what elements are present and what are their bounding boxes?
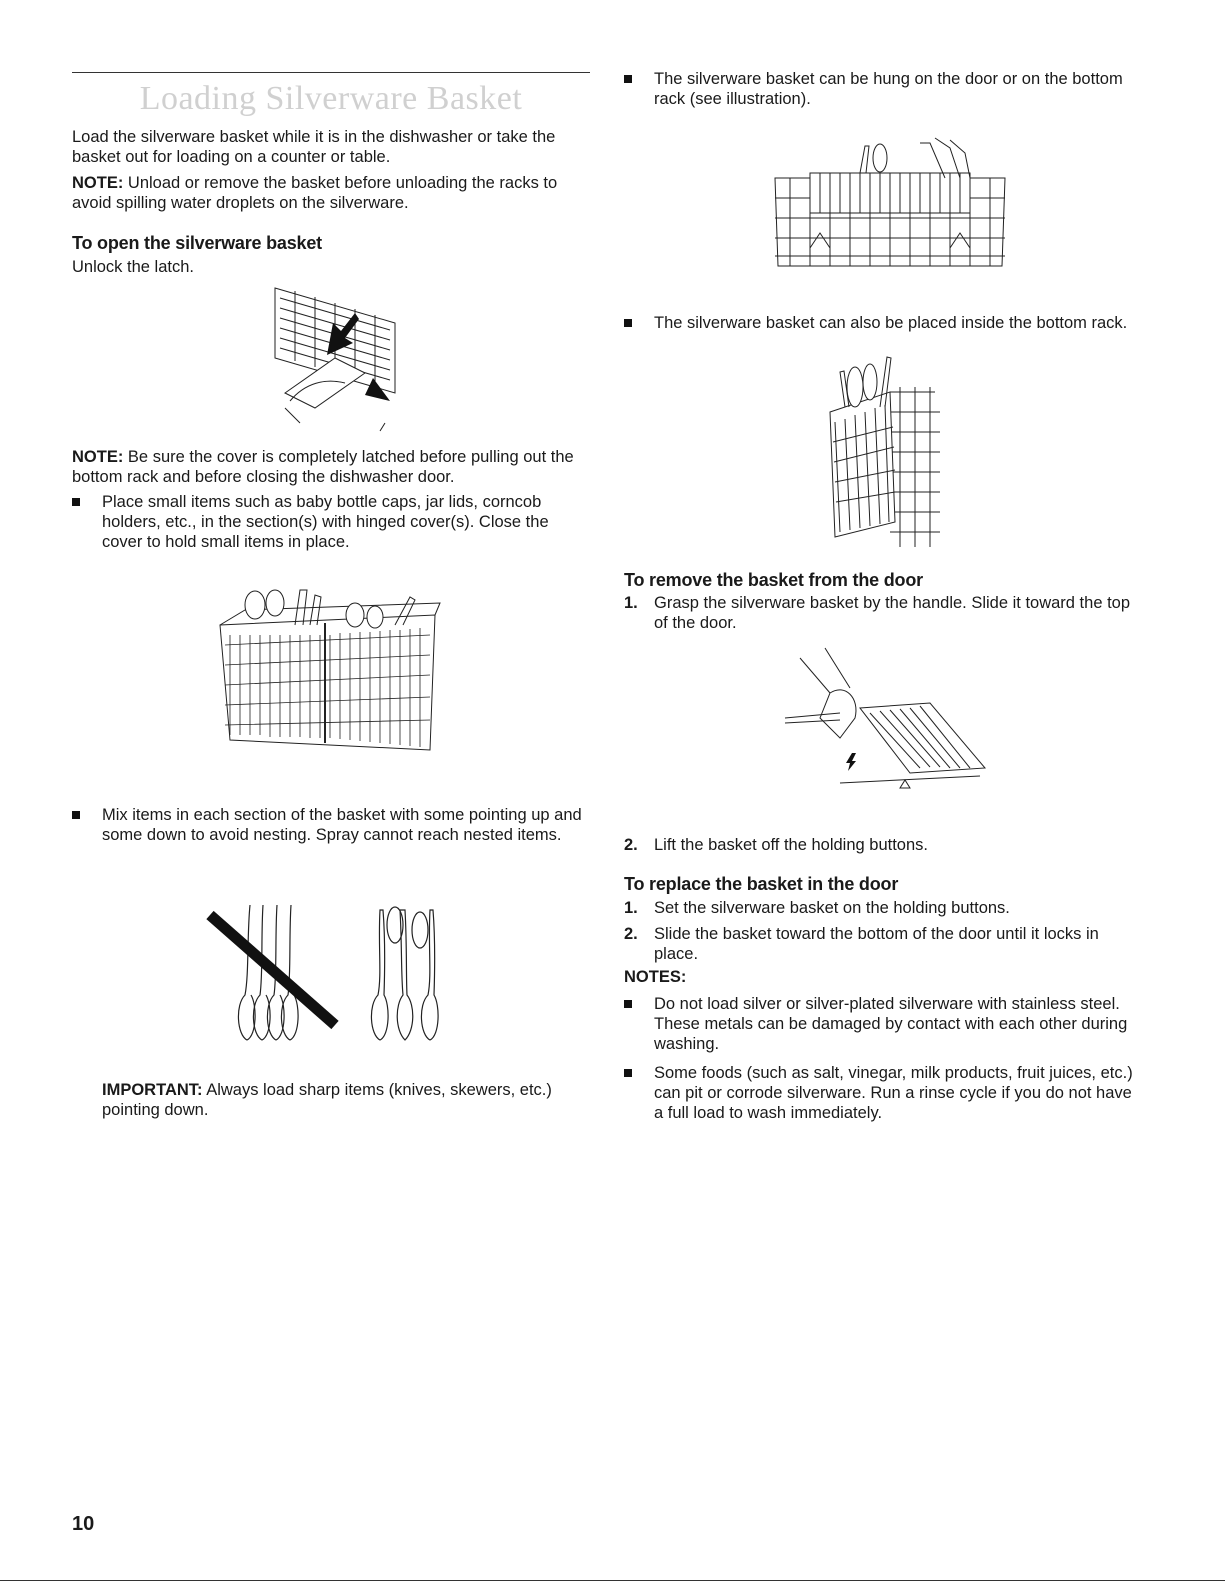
- step-number: 1.: [624, 594, 638, 612]
- step-text: Lift the basket off the holding buttons.: [654, 836, 928, 854]
- note-text: Be sure the cover is completely latched before pulling out the bottom rack and before closing the dishwasher door.: [72, 448, 574, 486]
- bullet-text: The silverware basket can be hung on the door or on the bottom rack (see illustration).: [654, 70, 1123, 108]
- step-text: Slide the basket toward the bottom of the door until it locks in place.: [654, 925, 1099, 963]
- bullet-mix-items: [72, 805, 590, 865]
- note-foods-corrode: [624, 1063, 1144, 1123]
- remove-basket-heading: To remove the basket from the door: [624, 570, 923, 590]
- bullet-text: Do not load silver or silver-plated silverware with stainless steel. These metals can be damaged by contact with each other during washing.: [654, 995, 1128, 1053]
- title-rule: [72, 72, 590, 73]
- bullet-inside-rack: [624, 313, 1144, 353]
- intro-paragraph: Load the silverware basket while it is in the dishwasher or take the basket out for loading on a counter or table.: [72, 128, 556, 166]
- remove-step-2: [624, 835, 1144, 855]
- important-sharp-items: [102, 1080, 590, 1120]
- basket-on-rack-illustration: [770, 138, 1010, 278]
- note-unload: [72, 173, 590, 213]
- open-basket-text: Unlock the latch.: [72, 258, 194, 276]
- page-bottom-rule: [0, 1580, 1225, 1581]
- replace-basket-heading: To replace the basket in the door: [624, 874, 899, 894]
- basket-inside-rack-illustration: [815, 352, 945, 552]
- step-number: 2.: [624, 836, 638, 854]
- step-number: 2.: [624, 925, 638, 943]
- silverware-basket-illustration: [215, 585, 445, 765]
- latch-illustration: [255, 283, 405, 433]
- bullet-text: Place small items such as baby bottle caps, jar lids, corncob holders, etc., in the section(s) with hinged cover(s). Close the cover to hold small items in place.: [102, 493, 549, 551]
- step-number: 1.: [624, 899, 638, 917]
- remove-step-1: [624, 593, 1144, 633]
- replace-step-2: [624, 924, 1144, 964]
- notes-label: NOTES:: [624, 968, 687, 986]
- important-text: Always load sharp items (knives, skewers, etc.) pointing down.: [102, 1081, 552, 1119]
- open-basket-heading: To open the silverware basket: [72, 233, 322, 253]
- page-number: 10: [72, 1513, 95, 1535]
- note-label: NOTE:: [72, 174, 124, 192]
- bullet-hung-on-door: [624, 69, 1144, 109]
- note-latched: [72, 447, 590, 487]
- spoon-nesting-illustration: [205, 895, 465, 1050]
- bullet-text: Mix items in each section of the basket with some pointing up and some down to avoid nesting. Spray cannot reach nested items.: [102, 806, 582, 844]
- replace-step-1: [624, 898, 1144, 918]
- important-label: IMPORTANT:: [102, 1081, 203, 1099]
- bullet-marker: [72, 498, 80, 506]
- bullet-marker: [624, 319, 632, 327]
- remove-from-door-illustration: [780, 648, 990, 798]
- note-text: Unload or remove the basket before unloading the racks to avoid spilling water droplets on the silverware.: [72, 174, 558, 212]
- step-text: Grasp the silverware basket by the handle. Slide it toward the top of the door.: [654, 594, 1131, 632]
- bullet-marker: [624, 75, 632, 83]
- section-title: Loading Silverware Basket: [139, 80, 523, 117]
- bullet-marker: [624, 1000, 632, 1008]
- bullet-small-items: [72, 492, 590, 552]
- bullet-marker: [624, 1069, 632, 1077]
- bullet-text: The silverware basket can also be placed inside the bottom rack.: [654, 314, 1128, 332]
- bullet-text: Some foods (such as salt, vinegar, milk products, fruit juices, etc.) can pit or corrode silverware. Run a rinse cycle if you do not have a full load to wash immediately.: [654, 1064, 1133, 1122]
- bullet-marker: [72, 811, 80, 819]
- note-label: NOTE:: [72, 448, 124, 466]
- step-text: Set the silverware basket on the holding buttons.: [654, 899, 1010, 917]
- note-silver-stainless: [624, 994, 1144, 1054]
